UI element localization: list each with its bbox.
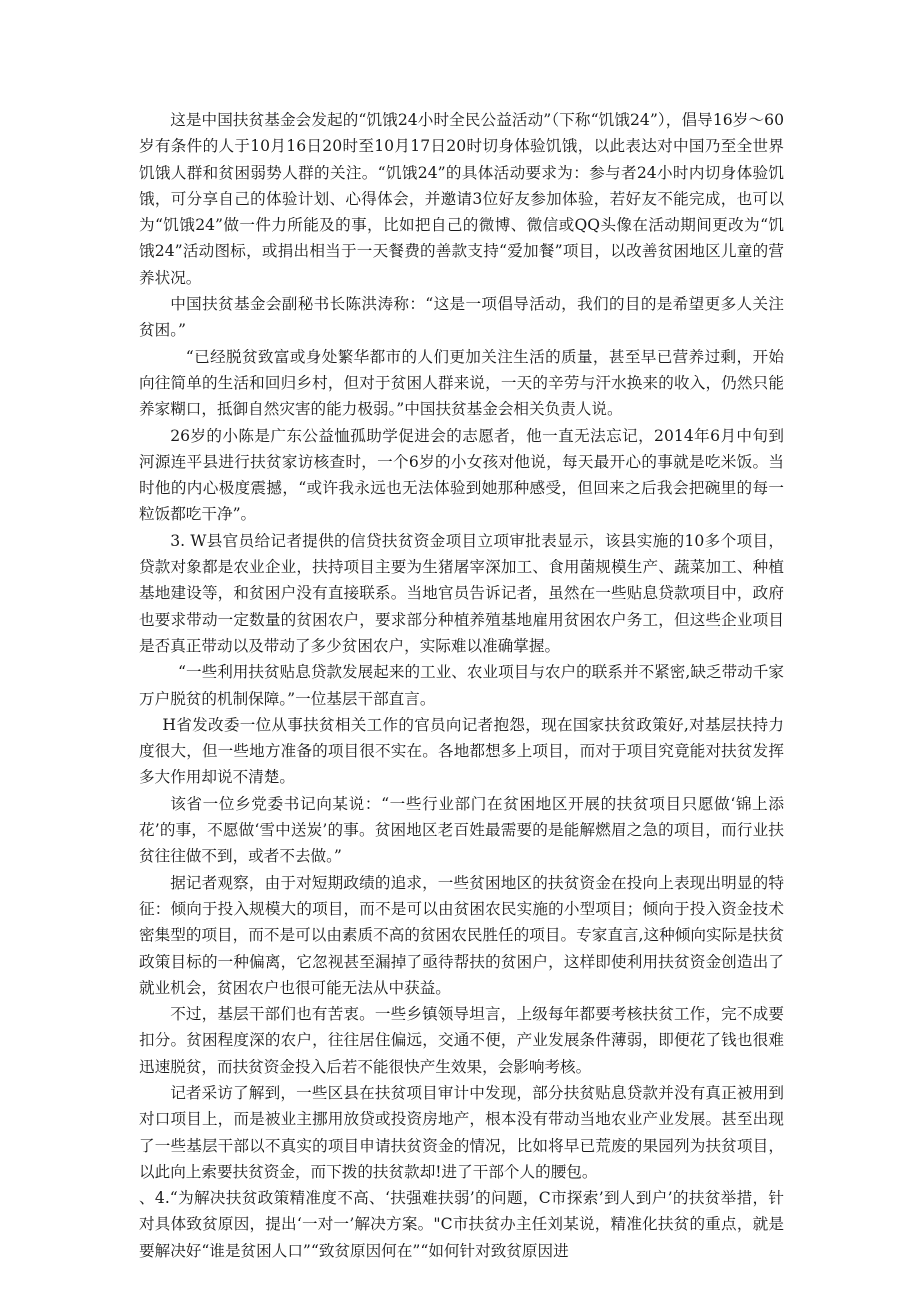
paragraph: 不过，基层干部们也有苦衷。一些乡镇领导坦言，上级每年都要考核扶贫工作，完不成要扣分。贫困程度深的农户，往往居住偏远，交通不便，产业发展条件薄弱，即便花了钱也很难迅速脱贫，而扶贫资金投入后若不能很快产生效果，会影响考核。 [139,1005,784,1076]
paragraph: 该省一位乡党委书记向某说：“一些行业部门在贫困地区开展的扶贫项目只愿做‘锦上添花’的事，不愿做‘雪中送炭’的事。贫困地区老百姓最需要的是能解燃眉之急的项目，而行业扶贫往往做不到，或者不去做。” [139,794,784,866]
paragraph: 这是中国扶贫基金会发起的“饥饿24小时全民公益活动”（下称“饥饿24”），倡导16岁～60岁有条件的人于10月16日20时至10月17日20时切身体验饥饿，以此表达对中国乃至全世界饥饿人群和贫困弱势人群的关注。“饥饿24”的具体活动要求为：参与者24小时内切身体验饥饿，可分享自己的体验计划、心得体会，并邀请3位好友参加体验，若好友不能完成，也可以为“饥饿24”做一件力所能及的事，比如把自己的微博、微信或QQ头像在活动期间更改为“饥饿24”活动图标，或捐出相当于一天餐费的善款支持“爱加餐”项目，以改善贫困地区儿童的营养状况。 [139,111,784,287]
paragraph: 3. W县官员给记者提供的信贷扶贫资金项目立项审批表显示，该县实施的10多个项目，贷款对象都是农业企业，扶持项目主要为生猪屠宰深加工、食用菌规模生产、蔬菜加工、种植基地建设等，和贫困户没有直接联系。当地官员告诉记者，虽然在一些贴息贷款项目中，政府也要求带动一定数量的贫困农户，要求部分种植养殖基地雇用贫困农户务工，但这些企业项目是否真正带动以及带动了多少贫困农户，实际难以准确掌握。 [139,531,784,655]
paragraph: “一些利用扶贫贴息贷款发展起来的工业、农业项目与农户的联系并不紧密,缺乏带动千家万户脱贫的机制保障。”一位基层干部直言。 [139,663,784,708]
paragraph: 据记者观察，由于对短期政绩的追求，一些贫困地区的扶贫资金在投向上表现出明显的特征：倾向于投入规模大的项目，而不是可以由贫困农民实施的小型项目；倾向于投入资金技术密集型的项目，而不是可以由素质不高的贫困农民胜任的项目。专家直言,这种倾向实际是扶贫政策目标的一种偏离，它忽视甚至漏掉了亟待帮扶的贫困户，这样即使利用扶贫资金创造出了就业机会，贫困农户也很可能无法从中获益。 [139,873,784,997]
paragraph: “已经脱贫致富或身处繁华都市的人们更加关注生活的质量，甚至早已营养过剩，开始向往简单的生活和回归乡村，但对于贫困人群来说，一天的辛劳与汗水换来的收入，仍然只能养家糊口，抵御自然灾害的能力极弱。”中国扶贫基金会相关负责人说。 [139,347,784,419]
paragraph: 26岁的小陈是广东公益恤孤助学促进会的志愿者，他一直无法忘记，2014年6月中旬到河源连平县进行扶贫家访核查时，一个6岁的小女孩对他说，每天最开心的事就是吃米饭。当时他的内心极度震撼，“或许我永远也无法体验到她那种感受，但回来之后我会把碗里的每一粒饭都吃干净”。 [139,426,784,524]
paragraph: 、4.“为解决扶贫政策精准度不高、‘扶强难扶弱’的问题，C市探索’到人到户’的扶贫举措，针对具体致贫原因，提出‘一对一’解决方案。"C市扶贫办主任刘某说，精准化扶贫的重点，就是要解决好“谁是贫困人口”“致贫原因何在”“如何针对致贫原因进 [139,1189,784,1260]
paragraph: 记者采访了解到，一些区县在扶贫项目审计中发现，部分扶贫贴息贷款并没有真正被用到对口项目上，而是被业主挪用放贷或投资房地产，根本没有带动当地农业产业发展。甚至出现了一些基层干部以不真实的项目申请扶贫资金的情况，比如将早已荒废的果园列为扶贫项目，以此向上索要扶贫资金，而下拨的扶贫款却!进了干部个人的腰包。 [139,1083,784,1181]
paragraph: 中国扶贫基金会副秘书长陈洪涛称：“这是一项倡导活动，我们的目的是希望更多人关注贫困。” [139,295,784,340]
paragraph: H省发改委一位从事扶贫相关工作的官员向记者抱怨，现在国家扶贫政策好,对基层扶持力度很大，但一些地方准备的项目很不实在。各地都想多上项目，而对于项目究竟能对扶贫发挥多大作用却说不清楚。 [139,715,784,787]
document-body [139,107,784,1264]
